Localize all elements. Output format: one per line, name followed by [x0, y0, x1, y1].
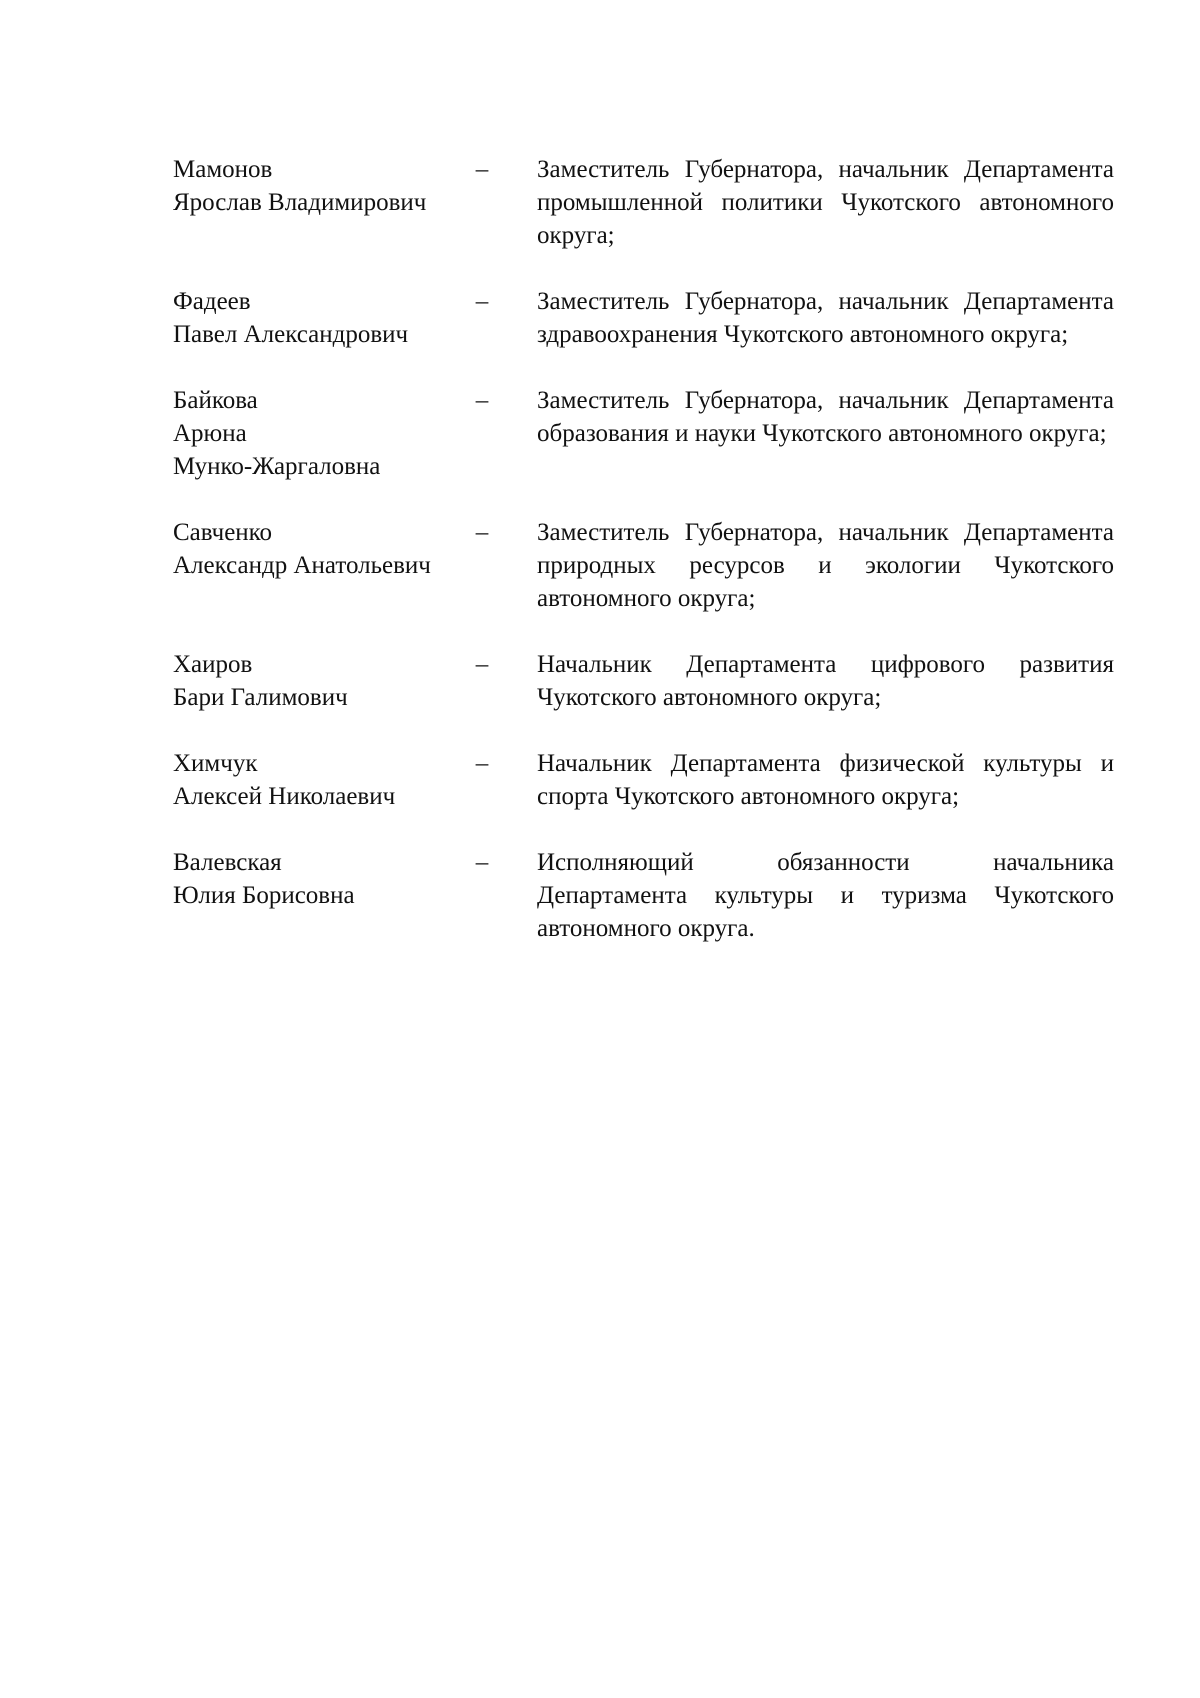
dash-separator: –: [475, 288, 489, 315]
surname: Хаиров: [173, 651, 253, 678]
position-description: Начальник Департамента физической культуры и спорта Чукотского автономного округа;: [537, 750, 1114, 810]
person-name: [173, 153, 493, 219]
dash-separator: –: [475, 849, 489, 876]
person-name: [173, 846, 493, 912]
dash-separator: –: [475, 156, 489, 183]
dash-separator: –: [475, 387, 489, 414]
patronymic: Мунко-Жаргаловна: [173, 453, 381, 480]
surname: Фадеев: [173, 288, 251, 315]
list-item: [173, 516, 1123, 615]
given-names: Александр Анатольевич: [173, 552, 431, 579]
given-name: Арюна: [173, 420, 247, 447]
person-name: [173, 648, 493, 714]
list-item: [173, 153, 1123, 252]
surname: Савченко: [173, 519, 273, 546]
given-names: Бари Галимович: [173, 684, 348, 711]
surname: Химчук: [173, 750, 258, 777]
dash-separator: –: [475, 750, 489, 777]
position-description: Заместитель Губернатора, начальник Департамента образования и науки Чукотского автономного округа;: [537, 387, 1114, 447]
position-description: Исполняющий обязанности начальника Департамента культуры и туризма Чукотского автономного округа.: [537, 849, 1114, 942]
given-names: Павел Александрович: [173, 321, 409, 348]
person-name: [173, 747, 493, 813]
list-item: [173, 747, 1123, 813]
surname: Байкова: [173, 387, 258, 414]
position-description: Заместитель Губернатора, начальник Департамента природных ресурсов и экологии Чукотского автономного округа;: [537, 519, 1114, 612]
person-name: [173, 516, 493, 582]
person-name: [173, 285, 493, 351]
given-names: Алексей Николаевич: [173, 783, 396, 810]
position-description: Заместитель Губернатора, начальник Департамента здравоохранения Чукотского автономного округа;: [537, 288, 1114, 348]
dash-separator: –: [475, 651, 489, 678]
list-item: [173, 285, 1123, 351]
position-description: Заместитель Губернатора, начальник Департамента промышленной политики Чукотского автономного округа;: [537, 156, 1114, 249]
given-names: Ярослав Владимирович: [173, 189, 427, 216]
position-description: Начальник Департамента цифрового развития Чукотского автономного округа;: [537, 651, 1114, 711]
list-item: [173, 384, 1123, 483]
surname: Мамонов: [173, 156, 273, 183]
person-name: [173, 384, 493, 483]
list-item: [173, 846, 1123, 945]
list-item: [173, 648, 1123, 714]
given-names: Юлия Борисовна: [173, 882, 355, 909]
surname: Валевская: [173, 849, 282, 876]
officials-list: [173, 153, 1123, 978]
dash-separator: –: [475, 519, 489, 546]
